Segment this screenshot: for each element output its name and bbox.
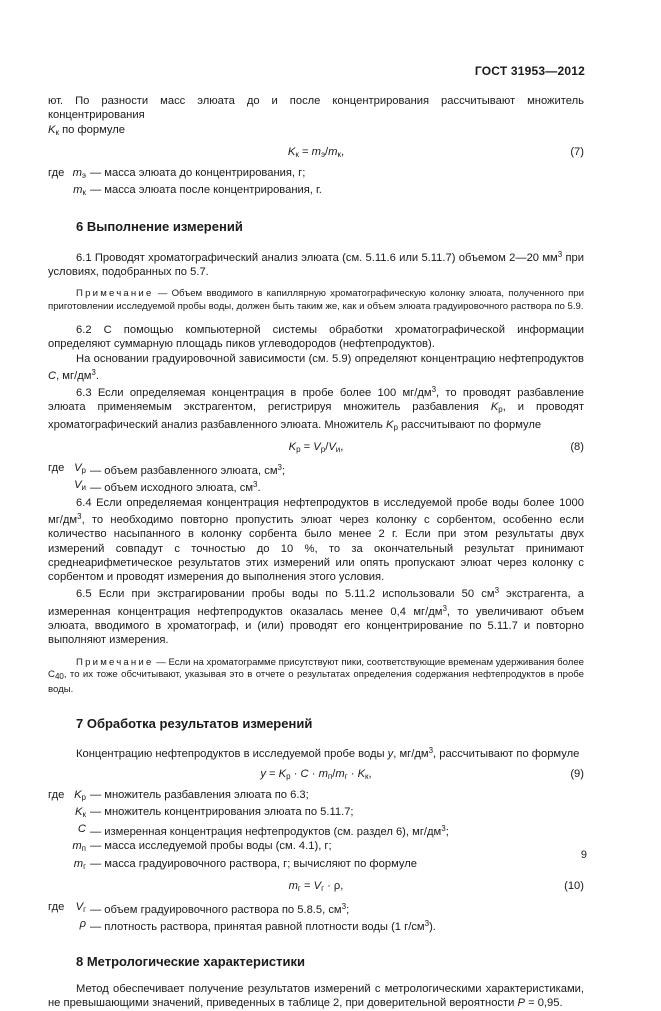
paragraph-6-2: 6.2 С помощью компьютерной системы обработки хроматографической информации определяют суммарную площадь пиков углеводородов (нефтепродуктов). [48,323,584,351]
paragraph-6-5: 6.5 Если при экстрагировании пробы воды по 5.11.2 использовали 50 $см^3$ экстрагента, а измеренная концентрация нефтепродуктов оказалась менее 0,4 $мг/дм^3$, то увеличивают объем элюата, вводимого в хроматограф, и (или) проводят его концентрирование по 5.11.7 и повторно выполняют измерения. [48,586,584,647]
where-item: — плотность раствора, принятая равной плотности воды (1 $г/см^3$). [90,919,436,934]
intro-text-line2: $K_к$ по формуле [48,123,126,137]
formula-7 [48,145,584,162]
where-item: — масса исследуемой пробы воды (см. 4.1), г; [90,840,332,853]
section-6-title: 6 Выполнение измерений [76,219,243,235]
document-body [48,94,584,1011]
page-number: 9 [580,849,587,861]
paragraph-6-1: 6.1 Проводят хроматографический анализ элюата (см. 5.11.6 или 5.11.7) объемом 2—20 $мм^3$ при условиях, подобранных по 5.7. [48,249,584,279]
where-list-7: где $m_э$ — масса элюата до концентрирования, г; $m_к$ — масса элюата после концентрирования, г. [48,166,584,201]
where-item: — масса градуировочного раствора, г; вычисляют по формуле [90,857,417,870]
formula-10 [48,879,584,896]
where-item: — множитель концентрирования элюата по 5.11.7; [90,805,354,818]
formula-10-expression: $m_г = V_г \cdot \rho$, [288,880,344,894]
where-list-8: где $V_р$ — объем разбавленного элюата, $см^3$; $V_и$ — объем исходного элюата, $см^3$. [48,462,286,495]
paragraph-7-1: Концентрацию нефтепродуктов в исследуемой пробе воды y, $мг/дм^3$, рассчитывают по формуле [76,746,580,761]
where-item: — множитель разбавления элюата по 6.3; [90,788,309,801]
where-list-9: где $K_р$ — множитель разбавления элюата по 6.3; $K_к$ — множитель концентрирования элюата по 5.11.7; C — измеренная концентрация нефтепродуктов (см. раздел 6), $мг/дм^3$; $m_п$ — масса исследуемой пробы воды (см. 4.1), г; $m_г$ — масса градуировочного раствора, г; вычисляют по формуле [48,788,584,874]
formula-7-number: (7) [570,145,584,158]
paragraph-8-1: Метод обеспечивает получение результатов измерений с метрологическими характеристиками, не превышающими значений, приведенных в таблице 2, при доверительной вероятности P = 0,95. [48,982,584,1010]
paragraph-6-3: 6.3 Если определяемая концентрация в пробе более 100 $мг/дм^3$, то проводят разбавление элюата применяемым экстрагентом, регистрируя множитель разбавления $K_р$, и проводят хроматографический анализ разбавленного элюата. Множитель $K_р$ рассчитывают по формуле [48,385,584,432]
formula-9 [48,767,584,784]
section-7-title: 7 Обработка результатов измерений [76,716,313,731]
where-item: — масса элюата до концентрирования, г; [90,166,306,179]
formula-10-number: (10) [564,880,584,893]
document-header: ГОСТ 31953—2012 [474,64,585,78]
where-item: — объем исходного элюата, $см^3$. [90,480,261,495]
note-1: Примечание — Объем вводимого в капиллярную хроматографическую колонку элюата, полученного при приготовлении исследуемой пробы воды, должен быть таким же, как и объем элюата градуировочного раствора по 5.9. [48,288,584,313]
note-2: Примечание — Если на хроматограмме присутствуют пики, соответствующие временам удерживания более $C_{40}$, то их тоже обсчитывают, указывая это в отчете о результатах определения содержания нефтепродуктов в пробе воды. [48,656,584,696]
where-item: — объем градуировочного раствора по 5.8.5, $см^3$; [90,902,350,917]
where-item: — измеренная концентрация нефтепродуктов (см. раздел 6), $мг/дм^3$; [90,824,449,839]
section-8-title: 8 Метрологические характеристики [76,953,306,969]
formula-8-number: (8) [570,441,584,454]
intro-text-line1: ют. По разности масс элюата до и после концентрирования рассчитывают множитель концентрирования [48,95,584,122]
formula-8 [48,440,584,457]
formula-9-number: (9) [570,767,584,780]
paragraph-6-4: 6.4 Если определяемая концентрация нефтепродуктов в исследуемой пробе воды более 1000 $мг/дм^3$, то необходимо повторно пропустить элюат через колонку с сорбентом, особенно если количество насыпанного в колонку сорбента было менее 2 г. Если при этом результаты двух измерений совпадут с точностью до 10 %, то за окончательный результат принимают среднеарифметическое результатов этих измерений или опять пропускают элюат через колонку с сорбентом и проводят измерения до выполнения этого условия. [48,496,584,584]
formula-7-expression: $K_к = m_э/m_к$, [287,145,345,159]
formula-9-expression: $y = K_р \cdot C \cdot m_п/m_г \cdot K_к$, [260,767,372,781]
where-list-10: где $V_г$ — объем градуировочного раствора по 5.8.5, $см^3$; ρ — плотность раствора, принятая равной плотности воды (1 $г/см^3$). [48,901,436,934]
where-item: — объем разбавленного элюата, $см^3$; [90,463,286,478]
formula-8-expression: $K_р = V_р/V_и$, [288,441,344,455]
where-item: — масса элюата после концентрирования, г. [90,184,322,197]
where-prefix: где [48,166,65,179]
paragraph-6-2b: На основании градуировочной зависимости (см. 5.9) определяют концентрацию нефтепродуктов C, $мг/дм^3$. [48,352,584,382]
